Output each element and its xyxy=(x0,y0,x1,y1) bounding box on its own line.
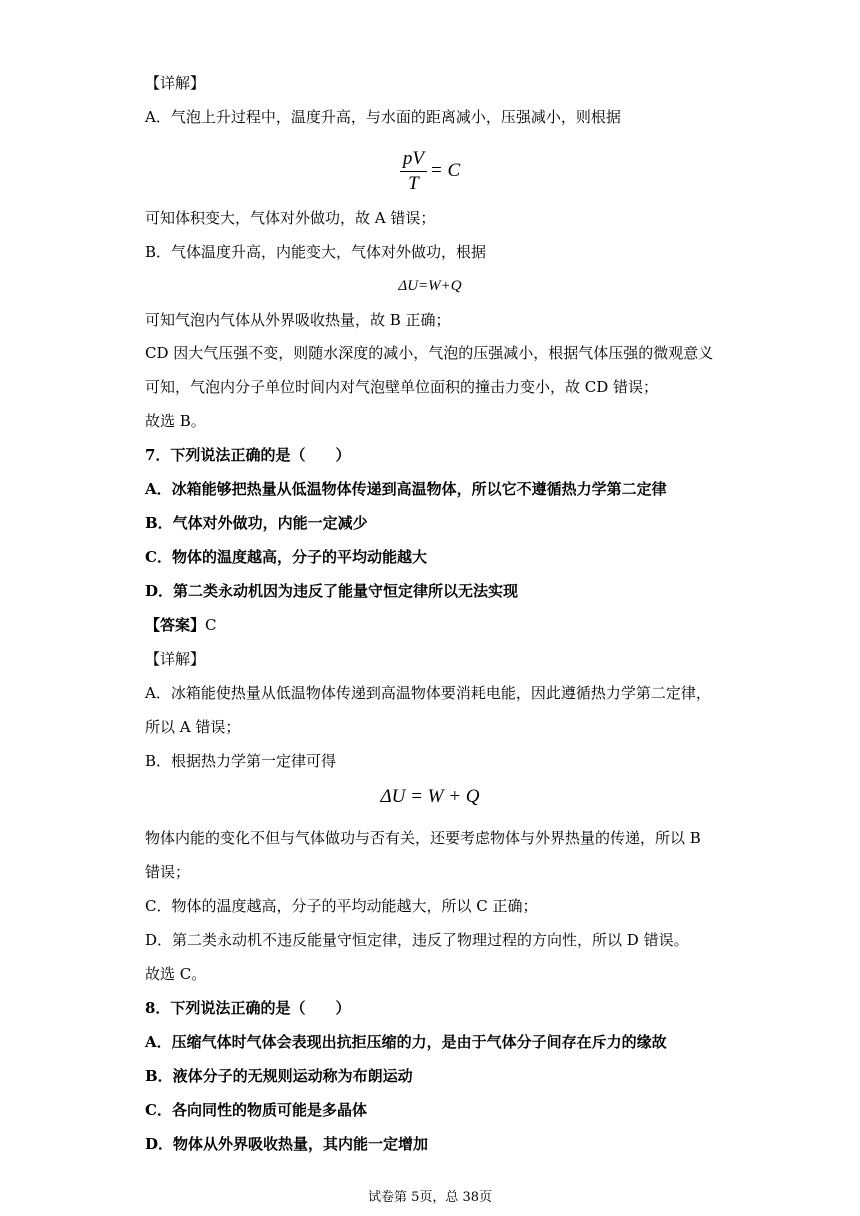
text-line: C．物体的温度越高，分子的平均动能越大，所以 C 正确； xyxy=(145,897,538,915)
text-line: 可知，气泡内分子单位时间内对气泡壁单位面积的撞击力变小，故 CD 错误； xyxy=(145,378,659,396)
option-a: A．压缩气体时气体会表现出抗拒压缩的力，是由于气体分子间存在斥力的缘故 xyxy=(145,1033,667,1051)
text-line: B．气体温度升高，内能变大，气体对外做功，根据 xyxy=(145,243,487,261)
option-a: A．冰箱能够把热量从低温物体传递到高温物体，所以它不遵循热力学第二定律 xyxy=(145,480,667,498)
text-line: A．气泡上升过程中，温度升高，与水面的距离减小，压强减小，则根据 xyxy=(145,108,621,126)
equation-first-law: ΔU=W+Q xyxy=(398,278,462,294)
text-line: B．根据热力学第一定律可得 xyxy=(145,752,337,770)
page-footer: 试卷第 5页，总 38页 xyxy=(367,1190,493,1205)
text-line: 物体内能的变化不但与气体做功与否有关，还要考虑物体与外界热量的传递，所以 B xyxy=(145,829,701,847)
equation-first-law-large: ΔU = W + Q xyxy=(380,786,480,807)
option-c: C．各向同性的物质可能是多晶体 xyxy=(145,1101,367,1119)
equation-ideal-gas xyxy=(0,148,860,195)
heading-detail: 【详解】 xyxy=(145,650,206,668)
answer-label: 【答案】 xyxy=(145,616,206,634)
option-d: D．第二类永动机因为违反了能量守恒定律所以无法实现 xyxy=(145,582,519,600)
question-8: 8．下列说法正确的是（ ） xyxy=(145,999,351,1017)
text-line: 可知体积变大，气体对外做功，故 A 错误； xyxy=(145,209,436,227)
text-line: CD 因大气压强不变，则随水深度的减小，气泡的压强减小，根据气体压强的微观意义 xyxy=(145,344,714,362)
fraction-numerator: pV xyxy=(400,148,427,172)
option-c: C．物体的温度越高，分子的平均动能越大 xyxy=(145,548,427,566)
fraction xyxy=(400,148,427,195)
equation-rhs: = C xyxy=(429,160,461,181)
answer-line xyxy=(145,615,217,635)
text-line: 故选 B。 xyxy=(145,412,206,430)
answer-value: C xyxy=(205,616,217,634)
fraction-denominator: T xyxy=(408,173,419,194)
option-d: D．物体从外界吸收热量，其内能一定增加 xyxy=(145,1135,429,1153)
text-line: 所以 A 错误； xyxy=(145,718,241,736)
text-line: D．第二类永动机不违反能量守恒定律，违反了物理过程的方向性，所以 D 错误。 xyxy=(145,931,689,949)
text-line: 可知气泡内气体从外界吸收热量，故 B 正确； xyxy=(145,311,451,329)
option-b: B．液体分子的无规则运动称为布朗运动 xyxy=(145,1067,413,1085)
option-b: B．气体对外做功，内能一定减少 xyxy=(145,514,368,532)
question-7: 7．下列说法正确的是（ ） xyxy=(145,446,351,464)
text-line: 错误； xyxy=(145,863,191,881)
text-line: 故选 C。 xyxy=(145,965,207,983)
text-line: A．冰箱能使热量从低温物体传递到高温物体要消耗电能，因此遵循热力学第二定律， xyxy=(145,684,711,702)
heading-detail: 【详解】 xyxy=(145,74,206,92)
